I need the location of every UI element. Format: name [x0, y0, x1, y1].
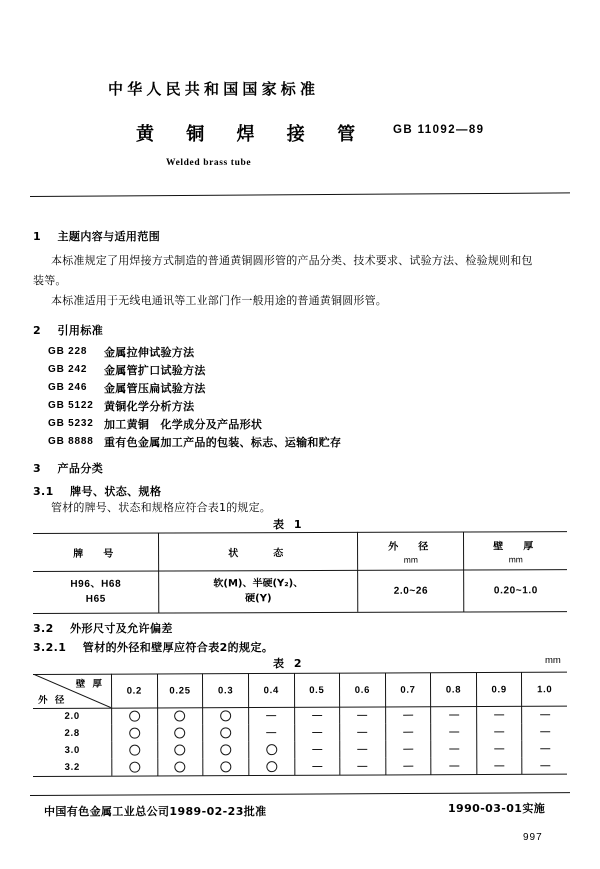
- available-circle-icon: [220, 744, 231, 755]
- table-1-header-outer-diameter-label: 外 径: [388, 541, 434, 553]
- not-available-dash-icon: [494, 765, 504, 766]
- table-1-header-grade-label: 牌 号: [73, 548, 119, 560]
- page-number: 997: [523, 832, 543, 843]
- table-2-cell-available-2-0: [112, 742, 158, 759]
- reference-code-3: GB 5122: [48, 400, 94, 411]
- table-2-cell-unavailable-0-6: [385, 707, 431, 724]
- table-2-cell-unavailable-3-6: [385, 758, 431, 775]
- section-1-paragraph-1: 本标准规定了用焊接方式制造的普通黄铜圆形管的产品分类、技术要求、试验方法、检验规则和包: [51, 254, 533, 267]
- reference-name-4: 加工黄铜 化学成分及产品形状: [104, 418, 263, 431]
- available-circle-icon: [175, 710, 186, 721]
- table-1-header-outer-diameter-unit: mm: [403, 554, 418, 565]
- table-2-corner-top-label: 壁 厚: [75, 678, 105, 690]
- table-2-cell-unavailable-3-5: [340, 758, 386, 775]
- table-1-cell-state: [159, 570, 358, 613]
- table-2-cell-available-1-1: [157, 724, 203, 741]
- section-3-2-number: 3.2: [33, 622, 54, 635]
- not-available-dash-icon: [494, 714, 504, 715]
- table-1-header-row: [33, 531, 567, 571]
- table-1-state-line-1: 软(M)、半硬(Y₂)、: [213, 578, 304, 590]
- table-2-cell-available-3-0: [112, 759, 158, 776]
- table-row: [33, 740, 567, 759]
- table-1: [33, 531, 567, 613]
- section-3-2-heading: [33, 620, 173, 636]
- not-available-dash-icon: [540, 731, 550, 732]
- table-1-header-wall-thickness: [464, 531, 567, 569]
- table-2-cell-available-0-1: [157, 707, 203, 724]
- table-2-header-row: [33, 672, 567, 708]
- reference-code-4: GB 5232: [48, 418, 94, 429]
- section-3-1-title: 牌号、状态、规格: [70, 485, 162, 498]
- section-3-2-1-heading: [33, 639, 273, 655]
- available-circle-icon: [129, 711, 140, 722]
- table-2-row-label-1: 2.8: [64, 727, 80, 739]
- reference-code-1: GB 242: [48, 364, 88, 375]
- table-1-cell-wall-thickness: 0.20~1.0: [464, 569, 567, 611]
- not-available-dash-icon: [358, 732, 368, 733]
- table-2-cell-unavailable-3-8: [477, 757, 523, 774]
- table-2-cell-unavailable-0-5: [340, 707, 386, 724]
- table-row: [33, 706, 567, 725]
- not-available-dash-icon: [312, 749, 322, 750]
- section-3-2-title: 外形尺寸及允许偏差: [70, 622, 173, 635]
- table-2-column-header-7: 0.8: [431, 672, 477, 706]
- reference-name-0: 金属拉伸试验方法: [104, 346, 195, 359]
- section-1-paragraph-1-cont: 装等。: [33, 274, 67, 287]
- table-2-caption: 表 2: [273, 657, 305, 670]
- reference-name-2: 金属管压扁试验方法: [104, 382, 206, 395]
- not-available-dash-icon: [494, 731, 504, 732]
- table-2-cell-unavailable-1-7: [431, 723, 477, 740]
- available-circle-icon: [129, 745, 140, 756]
- table-2-cell-unavailable-1-9: [522, 723, 567, 740]
- table-1-grade-line-2: H65: [85, 593, 106, 605]
- table-2-cell-unavailable-1-8: [476, 723, 522, 740]
- not-available-dash-icon: [312, 715, 322, 716]
- available-circle-icon: [220, 727, 231, 738]
- table-2-cell-unavailable-1-5: [340, 724, 386, 741]
- not-available-dash-icon: [540, 714, 550, 715]
- section-1-title: 主题内容与适用范围: [57, 230, 161, 243]
- section-1-heading: [33, 228, 160, 244]
- section-3-2-1-title: 管材的外径和壁厚应符合表2的规定。: [82, 641, 274, 654]
- reference-name-3: 黄铜化学分析方法: [104, 400, 195, 413]
- table-1-header-wall-thickness-label: 壁 厚: [493, 540, 539, 552]
- table-2-corner-bottom-label: 外 径: [38, 694, 67, 706]
- table-1-caption: 表 1: [273, 518, 305, 531]
- not-available-dash-icon: [312, 732, 322, 733]
- table-2-cell-unavailable-0-7: [431, 706, 477, 723]
- table-2-cell-unavailable-3-7: [431, 757, 477, 774]
- table-2-cell-available-3-3: [249, 758, 295, 775]
- table-2-column-header-3: 0.4: [248, 673, 294, 707]
- reference-code-2: GB 246: [48, 382, 88, 393]
- section-2-title: 引用标准: [57, 324, 104, 337]
- table-2-cell-unavailable-0-8: [476, 706, 522, 723]
- table-2-cell-unavailable-0-3: [249, 707, 295, 724]
- available-circle-icon: [266, 761, 277, 772]
- footer-divider: [30, 792, 570, 796]
- section-3-number: 3: [33, 462, 42, 475]
- table-row: [33, 723, 567, 742]
- table-2-corner-cell: [33, 674, 112, 708]
- table-2-column-header-0: 0.2: [111, 674, 157, 708]
- table-1-header-outer-diameter: [358, 531, 465, 569]
- table-1-header-state: [159, 532, 358, 571]
- table-2: [33, 672, 567, 776]
- section-3-title: 产品分类: [57, 462, 104, 475]
- not-available-dash-icon: [540, 765, 550, 766]
- table-1-grade-line-1: H96、H68: [70, 578, 122, 590]
- table-2-column-header-9: 1.0: [522, 672, 567, 706]
- table-1-data-row: [33, 569, 567, 613]
- english-title: Welded brass tube: [166, 158, 252, 168]
- table-2-cell-unavailable-0-4: [294, 707, 340, 724]
- not-available-dash-icon: [449, 714, 459, 715]
- not-available-dash-icon: [403, 715, 413, 716]
- not-available-dash-icon: [403, 766, 413, 767]
- table-2-cell-available-2-2: [203, 741, 249, 758]
- available-circle-icon: [266, 744, 277, 755]
- table-2-column-header-1: 0.25: [157, 673, 203, 707]
- section-3-2-1-number: 3.2.1: [33, 641, 67, 654]
- available-circle-icon: [220, 761, 231, 772]
- section-3-heading: [33, 460, 103, 476]
- implementation-date: 1990-03-01实施: [448, 802, 546, 815]
- table-2-row-label-0: 2.0: [64, 710, 80, 722]
- table-2-column-header-5: 0.6: [340, 673, 386, 707]
- section-1-paragraph-2: 本标准适用于无线电通讯等工业部门作一般用途的普通黄铜圆形管。: [51, 294, 387, 307]
- table-2-cell-unavailable-2-9: [522, 740, 567, 757]
- table-1-header-state-label: 状 态: [228, 547, 289, 559]
- available-circle-icon: [175, 727, 186, 738]
- table-2-cell-unavailable-3-4: [294, 758, 340, 775]
- reference-name-1: 金属管扩口试验方法: [104, 364, 206, 377]
- table-1-state-line-2: 硬(Y): [245, 593, 272, 605]
- table-2-unit-note: mm: [545, 655, 561, 666]
- section-2-number: 2: [33, 324, 42, 337]
- table-2-cell-available-0-0: [112, 708, 158, 725]
- not-available-dash-icon: [449, 731, 459, 732]
- table-2-cell-unavailable-2-8: [477, 740, 523, 757]
- section-1-number: 1: [33, 230, 42, 243]
- table-1-cell-outer-diameter: 2.0~26: [358, 569, 465, 611]
- available-circle-icon: [175, 744, 186, 755]
- not-available-dash-icon: [449, 748, 459, 749]
- table-2-cell-unavailable-2-5: [340, 741, 386, 758]
- not-available-dash-icon: [358, 766, 368, 767]
- not-available-dash-icon: [403, 749, 413, 750]
- not-available-dash-icon: [266, 732, 276, 733]
- not-available-dash-icon: [449, 765, 459, 766]
- not-available-dash-icon: [494, 748, 504, 749]
- available-circle-icon: [220, 710, 231, 721]
- table-2-cell-unavailable-2-6: [385, 741, 431, 758]
- available-circle-icon: [129, 728, 140, 739]
- table-2-cell-available-1-0: [112, 725, 158, 742]
- table-2-cell-unavailable-1-6: [385, 724, 431, 741]
- table-2-cell-unavailable-2-7: [431, 740, 477, 757]
- reference-code-5: GB 8888: [48, 436, 94, 447]
- table-2-cell-unavailable-1-3: [249, 724, 295, 741]
- table-2-cell-available-3-2: [203, 758, 249, 775]
- reference-code-0: GB 228: [48, 346, 88, 357]
- section-2-heading: [33, 322, 103, 338]
- table-2-row-label-3: 3.2: [64, 761, 81, 773]
- table-2-cell-unavailable-0-9: [522, 706, 567, 723]
- not-available-dash-icon: [540, 748, 550, 749]
- table-1-header-wall-thickness-unit: mm: [508, 553, 523, 564]
- approval-statement: 中国有色金属工业总公司1989-02-23批准: [44, 805, 267, 818]
- standard-number: GB 11092—89: [393, 124, 485, 136]
- table-2-cell-available-1-2: [203, 724, 249, 741]
- section-3-1-paragraph: 管材的牌号、状态和规格应符合表1的规定。: [51, 501, 271, 514]
- not-available-dash-icon: [358, 749, 368, 750]
- table-2-cell-available-0-2: [203, 707, 249, 724]
- not-available-dash-icon: [312, 766, 322, 767]
- table-2-cell-unavailable-2-4: [294, 741, 340, 758]
- reference-name-5: 重有色金属加工产品的包装、标志、运输和贮存: [104, 436, 342, 449]
- not-available-dash-icon: [358, 715, 368, 716]
- table-2-cell-available-2-1: [157, 741, 203, 758]
- section-3-1-number: 3.1: [33, 485, 54, 498]
- not-available-dash-icon: [266, 715, 276, 716]
- table-2-column-header-4: 0.5: [294, 673, 340, 707]
- table-1-cell-grade: [33, 571, 159, 613]
- not-available-dash-icon: [403, 732, 413, 733]
- table-2-column-header-6: 0.7: [385, 673, 431, 707]
- table-row: [33, 757, 567, 776]
- table-2-column-header-2: 0.3: [203, 673, 249, 707]
- table-2-row-label-2: 3.0: [64, 744, 80, 756]
- available-circle-icon: [175, 761, 186, 772]
- table-2-cell-available-2-3: [249, 741, 295, 758]
- available-circle-icon: [129, 762, 140, 773]
- table-1-header-grade: [33, 533, 159, 571]
- national-standard-label: 中华人民共和国国家标准: [108, 80, 320, 98]
- section-3-1-heading: [33, 483, 161, 499]
- table-2-cell-available-3-1: [157, 758, 203, 775]
- header-divider: [30, 192, 570, 197]
- table-2-cell-unavailable-1-4: [294, 724, 340, 741]
- table-2-column-header-8: 0.9: [476, 672, 522, 706]
- table-2-cell-unavailable-3-9: [522, 757, 567, 774]
- page-title: 黄 铜 焊 接 管: [136, 124, 369, 145]
